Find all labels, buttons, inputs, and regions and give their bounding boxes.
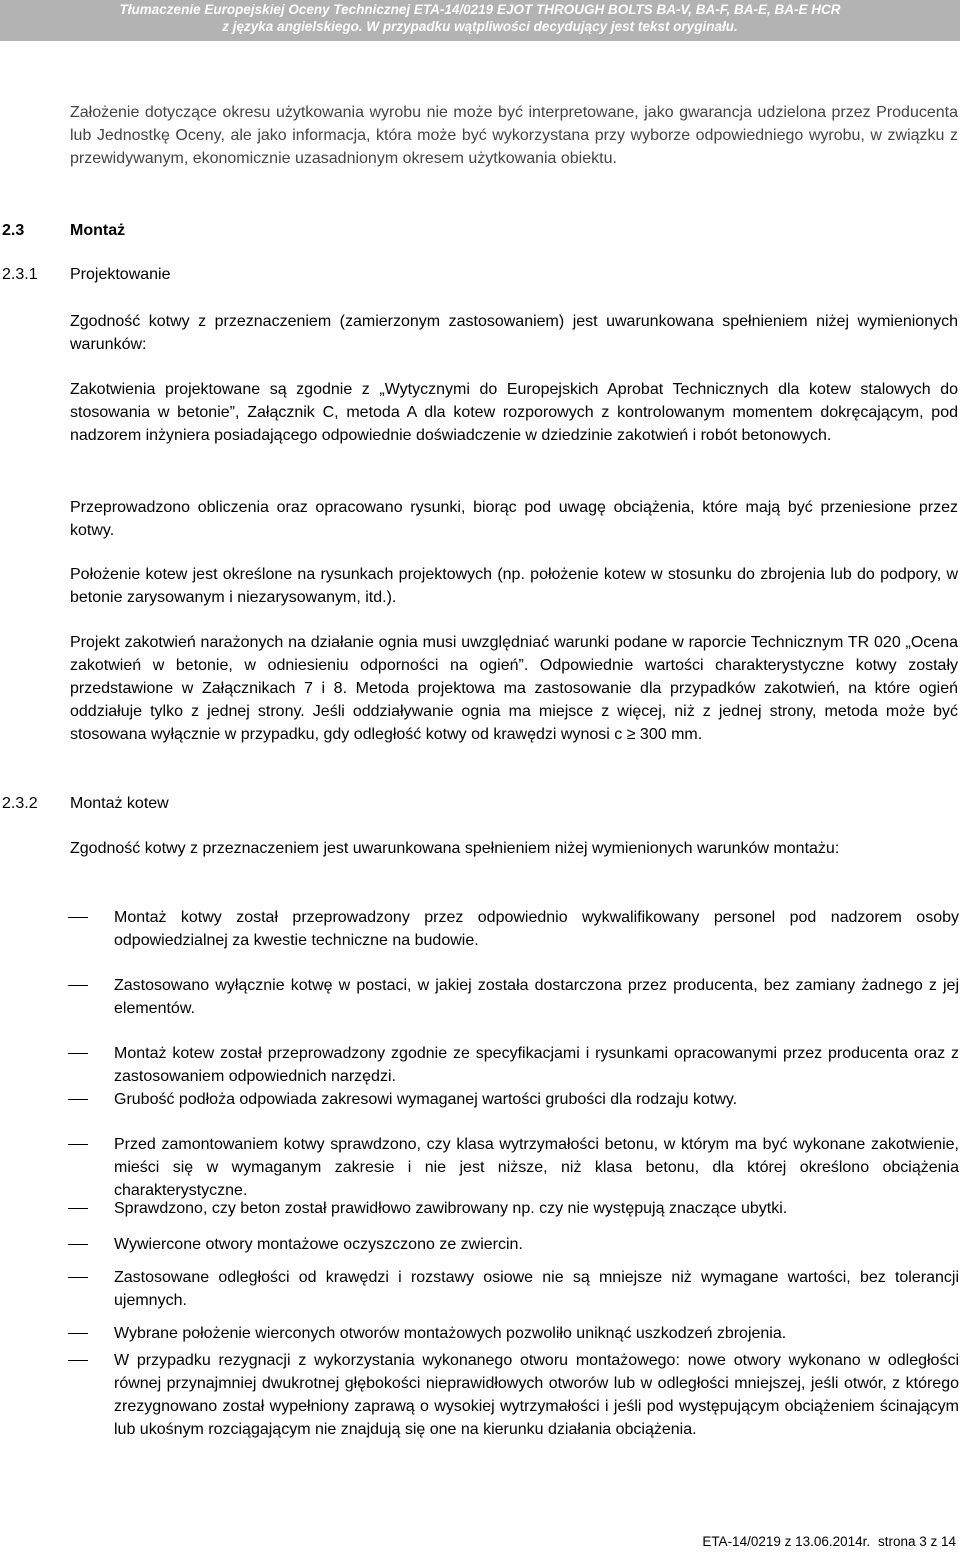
- design-paragraph-1: Zgodność kotwy z przeznaczeniem (zamierzonym zastosowaniem) jest uwarunkowana spełnieniem niżej wymienionych warunków:: [70, 313, 958, 353]
- design-paragraph-3: Przeprowadzono obliczenia oraz opracowano rysunki, biorąc pod uwagę obciążenia, które mają być przeniesione przez kotwy.: [70, 499, 958, 539]
- list-dash: [68, 1208, 88, 1209]
- footer-page-number: strona 3 z 14: [877, 1534, 956, 1549]
- list-dash: [68, 1099, 88, 1100]
- list-dash: [68, 1333, 88, 1334]
- section-2-3-2-number: 2.3.2: [2, 795, 38, 812]
- intro-paragraph: Założenie dotyczące okresu użytkowania wyrobu nie może być interpretowane, jako gwarancja udzielona przez Producenta lub Jednostkę Oceny, ale jako informacja, która może być wykorzystana przy wyborze odpowiedniego wyrobu, w związku z przewidywanym, ekonomicznie uzasadnionym okresem użytkowania obiektu.: [70, 104, 958, 167]
- list-item: Grubość podłoża odpowiada zakresowi wymaganej wartości grubości dla rodzaju kotwy.: [114, 1091, 738, 1108]
- list-item: Przed zamontowaniem kotwy sprawdzono, czy klasa wytrzymałości betonu, w którym ma być wykonane zakotwienie, mieści się w wymaganym zakresie i nie jest niższe, niż klasa betonu, dla której określono obciążenia charakterystyczne.: [114, 1136, 959, 1199]
- design-paragraph-4: Położenie kotew jest określone na rysunkach projektowych (np. położenie kotew w stosunku do zbrojenia lub do podpory, w betonie zarysowanym i niezarysowanym, itd.).: [70, 566, 958, 606]
- list-item: Montaż kotew został przeprowadzony zgodnie ze specyfikacjami i rysunkami opracowanymi przez producenta oraz z zastosowaniem odpowiednich narzędzi.: [114, 1045, 959, 1085]
- header-line-2: z języka angielskiego. W przypadku wątpliwości decydujący jest tekst oryginału.: [222, 19, 738, 34]
- list-item: Zastosowane odległości od krawędzi i rozstawy osiowe nie są mniejsze niż wymagane wartości, bez tolerancji ujemnych.: [114, 1269, 959, 1309]
- section-2-3-1-number: 2.3.1: [2, 266, 38, 283]
- list-item: Montaż kotwy został przeprowadzony przez odpowiednio wykwalifikowany personel pod nadzorem osoby odpowiedzialnej za kwestie techniczne na budowie.: [114, 909, 959, 949]
- page-footer: [702, 1533, 956, 1550]
- design-paragraph-2: Zakotwienia projektowane są zgodnie z „Wytycznymi do Europejskich Aprobat Technicznych dla kotew stalowych do stosowania w betonie”, Załącznik C, metoda A dla kotew rozporowych z kontrolowanym momentem dokręcającym, pod nadzorem inżyniera posiadającego odpowiednie doświadczenie w dziedzinie zakotwień i robót betonowych.: [70, 381, 958, 444]
- installation-intro: Zgodność kotwy z przeznaczeniem jest uwarunkowana spełnieniem niżej wymienionych warunków montażu:: [70, 840, 840, 857]
- list-dash: [68, 1144, 88, 1145]
- section-2-3-2-title: Montaż kotew: [70, 795, 169, 812]
- list-item: W przypadku rezygnacji z wykorzystania wykonanego otworu montażowego: nowe otwory wykonano w odległości równej przynajmniej dwukrotnej głębokości nieprawidłowych otworów lub w odległości mniejszej, jeśli otwór, z którego zrezygnowano został wypełniony zaprawą o wysokiej wytrzymałości i jeśli pod występującym obciążeniem ścinającym lub ukośnym rozciągającym nie znajdują się one na kierunku działania obciążenia.: [114, 1352, 959, 1438]
- list-item: Wybrane położenie wierconych otworów montażowych pozwoliło uniknąć uszkodzeń zbrojenia.: [114, 1325, 787, 1342]
- list-item: Sprawdzono, czy beton został prawidłowo zawibrowany np. czy nie występują znaczące ubytki.: [114, 1200, 788, 1217]
- document-header: [0, 0, 960, 41]
- list-dash: [68, 1277, 88, 1278]
- list-dash: [68, 917, 88, 918]
- section-2-3-title: Montaż: [70, 222, 126, 239]
- list-dash: [68, 1360, 88, 1361]
- list-item: Zastosowano wyłącznie kotwę w postaci, w jakiej została dostarczona przez producenta, bez zamiany żadnego z jej elementów.: [114, 977, 959, 1017]
- list-dash: [68, 1053, 88, 1054]
- section-2-3-1-title: Projektowanie: [70, 266, 171, 283]
- header-line-1: Tłumaczenie Europejskiej Oceny Technicznej ETA-14/0219 EJOT THROUGH BOLTS BA-V, BA-F, BA-E, BA-E HCR: [119, 2, 841, 17]
- footer-reference: ETA-14/0219 z 13.06.2014r.: [702, 1534, 871, 1549]
- design-paragraph-5: Projekt zakotwień narażonych na działanie ognia musi uwzględniać warunki podane w raporcie Technicznym TR 020 „Ocena zakotwień w betonie, w odniesieniu odporności na ogień”. Odpowiednie wartości charakterystyczne kotwy zostały przedstawione w Załącznikach 7 i 8. Metoda projektowa ma zastosowanie dla przypadków zakotwień, na które ogień oddziałuje tylko z jednej strony. Jeśli oddziaływanie ognia ma miejsce z więcej, niż z jednej strony, metoda może być stosowana wyłącznie w przypadku, gdy odległość kotwy od krawędzi wynosi c ≥ 300 mm.: [70, 634, 958, 743]
- list-dash: [68, 1244, 88, 1245]
- list-dash: [68, 985, 88, 986]
- section-2-3-number: 2.3: [2, 222, 25, 239]
- list-item: Wywiercone otwory montażowe oczyszczono ze zwiercin.: [114, 1236, 523, 1253]
